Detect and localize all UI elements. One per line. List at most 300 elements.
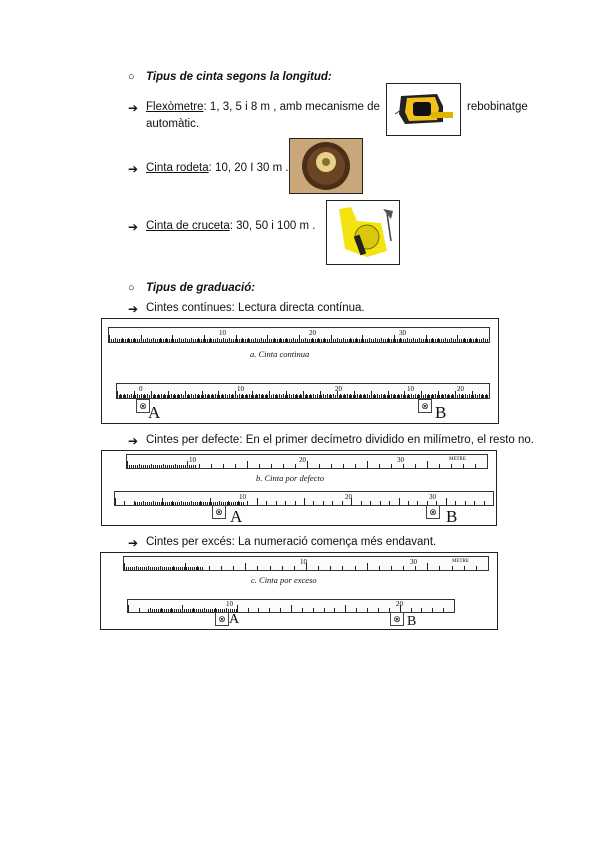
- tape-tick: [207, 502, 208, 505]
- tape-tick: [417, 395, 418, 398]
- tape-tick: [151, 395, 152, 398]
- tape-tick: [399, 339, 400, 342]
- tape-tick: [367, 339, 368, 342]
- cinta-rodeta-lengths: : 10, 20 I 30 m .: [208, 162, 289, 174]
- tape-tick: [189, 339, 190, 342]
- tape-tick: [437, 395, 438, 398]
- tape-tick: [154, 567, 155, 570]
- tape-tick: [137, 465, 138, 468]
- tape-tick: [189, 502, 190, 505]
- tape-tick: [130, 567, 131, 570]
- tape-tick: [323, 501, 324, 505]
- tape-tick: [139, 608, 140, 612]
- tape-tick: [165, 395, 166, 398]
- tape-tick: [195, 395, 196, 398]
- tape-tick: [145, 339, 146, 342]
- tape-tick: [447, 395, 448, 398]
- tape-number: 10: [407, 385, 414, 393]
- tape-tick: [143, 395, 144, 398]
- tape-tick: [280, 608, 281, 612]
- tape-tick: [431, 339, 432, 342]
- tape-tick: [163, 339, 164, 342]
- tape-tick: [309, 339, 310, 342]
- tape-tick: [399, 498, 400, 505]
- section2-heading: Tipus de graduació:: [146, 282, 256, 294]
- tape-tick: [165, 465, 166, 468]
- tape-tick: [317, 339, 318, 342]
- tape-tick: [267, 395, 268, 398]
- tape-tick: [334, 608, 335, 612]
- tape-tick: [339, 395, 340, 398]
- tape-tick: [235, 502, 236, 505]
- tape-tick: [249, 339, 250, 342]
- list-item-flexometre: [146, 101, 380, 113]
- tape-tick: [383, 339, 384, 342]
- tape-tick: [342, 501, 343, 505]
- tape-tick: [197, 395, 198, 398]
- tape-tick: [245, 563, 246, 570]
- tape-tick: [345, 339, 346, 342]
- tape-tick: [157, 465, 158, 468]
- tape-tick: [142, 567, 143, 570]
- tape-tick: [159, 395, 160, 398]
- tape-tick: [188, 567, 189, 570]
- tape-tick: [145, 395, 146, 398]
- tape-tick: [147, 339, 148, 342]
- tape-tick: [275, 339, 276, 342]
- section1-bullet: ○: [128, 71, 135, 83]
- tape-tick: [405, 339, 406, 342]
- tape-tick: [229, 395, 230, 398]
- tape-tick: [259, 395, 260, 398]
- tape-tick: [149, 502, 150, 505]
- tape-ticks: [115, 492, 493, 505]
- tape-tick: [451, 339, 452, 342]
- tape-tick: [241, 502, 242, 505]
- tape-tick: [343, 395, 344, 398]
- tape-tick: [157, 395, 158, 398]
- tape-tick: [395, 395, 396, 398]
- tape-tick: [125, 395, 126, 398]
- point-b-marker: ⊗: [418, 399, 432, 413]
- tape-tick: [289, 395, 290, 398]
- tape-tick: [134, 567, 135, 570]
- tape-tick: [255, 339, 256, 342]
- tape-tick: [295, 395, 296, 398]
- tape-tick: [397, 395, 398, 398]
- tape-tick: [172, 609, 173, 612]
- tape-tick: [196, 609, 197, 612]
- tape-tick: [371, 395, 372, 398]
- tape-tick: [353, 339, 354, 342]
- tape-number: 30: [429, 493, 436, 501]
- tape-tick: [321, 339, 322, 342]
- tape-tick: [169, 465, 170, 468]
- tape-tick: [199, 339, 200, 342]
- tape-tick: [357, 339, 358, 342]
- tape-tick: [307, 461, 308, 468]
- tape-tick: [293, 339, 294, 342]
- tape-tick: [287, 339, 288, 342]
- tape-tick: [276, 501, 277, 505]
- tape-ticks: [109, 328, 489, 342]
- tape-tick: [379, 464, 380, 468]
- tape-tick: [307, 339, 308, 342]
- tape-tick: [158, 609, 159, 612]
- tape-tick: [452, 566, 453, 570]
- tape-tick: [185, 465, 186, 468]
- tape-tick: [213, 339, 214, 342]
- figure-caption: c. Cinta por exceso: [251, 575, 317, 585]
- tape-tick: [183, 395, 184, 398]
- tape-tick: [407, 339, 408, 342]
- tape-tick: [445, 395, 446, 398]
- tape-tick: [339, 339, 340, 342]
- tape-tick: [121, 395, 122, 398]
- tape-tick: [255, 395, 256, 398]
- tape-tick: [131, 395, 132, 398]
- tape-tick: [168, 567, 169, 570]
- tape-tick: [166, 609, 167, 612]
- tape-tick: [381, 339, 382, 342]
- tape-tick: [471, 395, 472, 398]
- tape-tick: [347, 339, 348, 342]
- tape-tick: [271, 464, 272, 468]
- tape-tick: [291, 395, 292, 398]
- tape-tick: [457, 339, 458, 342]
- tape-tick: [365, 339, 366, 342]
- point-b-label: B: [446, 507, 458, 526]
- tape-tick: [151, 465, 152, 468]
- default-tape-figure: [101, 450, 497, 526]
- tape-tick: [277, 339, 278, 342]
- cross-frame-tape-photo: [326, 200, 400, 265]
- tape-tick: [429, 395, 430, 398]
- tape-tick: [453, 395, 454, 398]
- tape-tick: [227, 339, 228, 342]
- tape-tick: [449, 339, 450, 342]
- tape-tick: [239, 502, 240, 505]
- tape-measure-photo: [386, 83, 461, 136]
- metre-label: METRE: [452, 559, 469, 564]
- tape-tick: [461, 339, 462, 342]
- tape-tick: [313, 395, 314, 398]
- tape-tick: [231, 339, 232, 342]
- tape-tick: [261, 395, 262, 398]
- tape-tick: [387, 339, 388, 342]
- tape-tick: [175, 339, 176, 342]
- tape-tick: [282, 566, 283, 570]
- tape-number: 20: [396, 600, 403, 608]
- tape-tick: [177, 339, 178, 342]
- tape-tick: [115, 339, 116, 342]
- tape-tick: [359, 339, 360, 342]
- tape-tick: [405, 395, 406, 398]
- tape-tick: [209, 395, 210, 398]
- tape-tick: [397, 339, 398, 342]
- tape-tick: [353, 395, 354, 398]
- list-arrow: ➔: [128, 162, 139, 176]
- tape-number: 20: [335, 385, 342, 393]
- tape-tick: [147, 502, 148, 505]
- tape-tick: [227, 502, 228, 505]
- tape-tick: [199, 464, 200, 468]
- tape-tick: [191, 502, 192, 505]
- tape-tick: [217, 339, 218, 342]
- tape-tick: [461, 395, 462, 398]
- tape-tick: [432, 608, 433, 612]
- tape-tick: [294, 566, 295, 570]
- tape-tick: [169, 339, 170, 342]
- tape-tick: [123, 395, 124, 398]
- tape-tick: [126, 567, 127, 570]
- tape-tick: [195, 339, 196, 342]
- tape-tick: [324, 608, 325, 612]
- tape-tick: [119, 395, 120, 398]
- tape-ticks: [128, 600, 454, 612]
- tape-tick: [383, 395, 384, 398]
- tape-tick: [147, 465, 148, 468]
- tape-tick: [359, 395, 360, 398]
- tape-tick: [243, 395, 244, 398]
- flexometre-lengths: : 1, 3, 5 i 8 m , amb mecanisme de: [203, 101, 380, 113]
- tape-tick: [299, 339, 300, 342]
- tape-tick: [128, 567, 129, 570]
- tape-tick: [124, 567, 125, 570]
- tape-tick: [245, 395, 246, 398]
- tape-tick: [150, 567, 151, 570]
- tape-tick: [239, 339, 240, 342]
- tape-tick: [155, 339, 156, 342]
- tape-tick: [200, 609, 201, 612]
- tape-tick: [459, 395, 460, 398]
- tape-tick: [168, 609, 169, 612]
- tape-tick: [183, 502, 184, 505]
- tape-tick: [185, 339, 186, 342]
- tape-tick: [277, 395, 278, 398]
- tape-tick: [195, 465, 196, 468]
- tape-tick: [187, 465, 188, 468]
- tape-tick: [375, 339, 376, 342]
- tape-tick: [479, 395, 480, 398]
- tape-tick: [476, 566, 477, 570]
- tape-tick: [111, 339, 112, 342]
- tape-number: 20: [309, 329, 316, 337]
- tape-tick: [209, 339, 210, 342]
- tape-tick: [141, 395, 142, 398]
- tape-tick: [379, 395, 380, 398]
- tape-tick: [188, 609, 189, 612]
- tape-tick: [241, 395, 242, 398]
- tape-tick: [129, 395, 130, 398]
- tape-number: 30: [410, 558, 417, 566]
- tape-tick: [139, 339, 140, 342]
- tape-tick: [148, 609, 149, 612]
- tape-tick: [137, 395, 138, 398]
- tape-tick: [380, 501, 381, 505]
- tape-tick: [181, 339, 182, 342]
- point-a-label: A: [230, 507, 243, 526]
- point-a-label: A: [229, 612, 240, 627]
- tape-number: 30: [397, 456, 404, 464]
- tape-tick: [149, 339, 150, 342]
- tape-number: 10: [300, 558, 307, 566]
- tape-tick: [150, 609, 151, 612]
- tape-tick: [469, 339, 470, 342]
- tape-tick: [173, 465, 174, 468]
- cinta-cruceta-lengths: : 30, 50 i 100 m .: [229, 220, 316, 232]
- tape-number: 10: [219, 329, 226, 337]
- point-a-marker: ⊗: [212, 505, 226, 519]
- tape-tick: [158, 567, 159, 570]
- tape-tick: [351, 395, 352, 398]
- tape-tick: [205, 502, 206, 505]
- tape-tick: [211, 464, 212, 468]
- tape-tick: [155, 502, 156, 505]
- tape-tick: [174, 609, 175, 612]
- tape-tick: [285, 395, 286, 398]
- tape-tick: [485, 339, 486, 342]
- tape-strip-top: [108, 327, 490, 343]
- tape-tick: [345, 395, 346, 398]
- metre-label: METRE: [449, 457, 466, 462]
- tape-tick: [166, 567, 167, 570]
- tape-tick: [132, 567, 133, 570]
- tape-tick: [484, 501, 485, 505]
- tape-tick: [179, 395, 180, 398]
- tape-tick: [164, 609, 165, 612]
- tape-tick: [195, 502, 196, 505]
- term-cinta-cruceta: Cinta de cruceta: [146, 220, 230, 232]
- tape-tick: [433, 339, 434, 342]
- tape-tick: [439, 464, 440, 468]
- tape-tick: [313, 608, 314, 612]
- tape-tick: [283, 464, 284, 468]
- tape-tick: [356, 608, 357, 612]
- tape-tick: [355, 395, 356, 398]
- tape-tick: [341, 339, 342, 342]
- tape-tick: [171, 395, 172, 398]
- tape-tick: [137, 502, 138, 505]
- tape-tick: [389, 339, 390, 342]
- tape-tick: [221, 339, 222, 342]
- tape-tick: [427, 563, 428, 570]
- tape-tick: [221, 395, 222, 398]
- tape-tick: [227, 395, 228, 398]
- section2-bullet: ○: [128, 282, 135, 294]
- tape-strip-top: [123, 556, 489, 571]
- tape-tick: [141, 465, 142, 468]
- tape-tick: [151, 339, 152, 342]
- tape-tick: [301, 339, 302, 342]
- tape-tick: [159, 465, 160, 468]
- tape-tick: [465, 339, 466, 342]
- tape-tick: [202, 609, 203, 612]
- tape-tick: [335, 395, 336, 398]
- tape-tick: [215, 339, 216, 342]
- tape-tick: [481, 395, 482, 398]
- tape-tick: [325, 339, 326, 342]
- tape-tick: [385, 395, 386, 398]
- tape-tick: [375, 395, 376, 398]
- tape-tick: [419, 395, 420, 398]
- tape-tick: [153, 502, 154, 505]
- tape-tick: [427, 339, 428, 342]
- tape-tick: [176, 567, 177, 570]
- tape-tick: [331, 395, 332, 398]
- tape-tick: [210, 609, 211, 612]
- tape-tick: [283, 339, 284, 342]
- tape-tick: [367, 461, 368, 468]
- tape-tick: [315, 395, 316, 398]
- tape-tick: [429, 339, 430, 342]
- tape-tick: [117, 395, 118, 398]
- tape-tick: [115, 498, 116, 505]
- tape-tick: [305, 339, 306, 342]
- tape-tick: [144, 567, 145, 570]
- tape-tick: [175, 465, 176, 468]
- tape-tick: [161, 395, 162, 398]
- tape-tick: [385, 339, 386, 342]
- tape-tick: [415, 566, 416, 570]
- figure-caption: a. Cinta continua: [250, 349, 310, 359]
- tape-tick: [141, 502, 142, 505]
- tape-tick: [152, 609, 153, 612]
- tape-tick: [201, 339, 202, 342]
- tape-tick: [225, 339, 226, 342]
- tape-tick: [467, 339, 468, 342]
- tape-tick: [194, 567, 195, 570]
- tape-tick: [367, 608, 368, 612]
- tape-tick: [415, 339, 416, 342]
- tape-number: 20: [457, 385, 464, 393]
- tape-tick: [391, 339, 392, 342]
- tape-tick: [189, 395, 190, 398]
- tape-tick: [184, 609, 185, 612]
- tape-tick: [479, 339, 480, 342]
- tape-tick: [439, 339, 440, 342]
- tape-tick: [363, 339, 364, 342]
- tape-tick: [475, 464, 476, 468]
- tape-tick: [229, 502, 230, 505]
- tape-tick: [271, 395, 272, 398]
- tape-tick: [247, 461, 248, 468]
- tape-tick: [305, 395, 306, 398]
- tape-tick: [197, 502, 198, 505]
- tape-tick: [446, 498, 447, 505]
- tape-tick: [128, 605, 129, 612]
- tape-tick: [415, 395, 416, 398]
- tape-tick: [319, 339, 320, 342]
- tape-tick: [143, 339, 144, 342]
- tape-strip-top: [126, 454, 488, 469]
- tape-tick: [186, 609, 187, 612]
- tape-tick: [281, 395, 282, 398]
- tape-tick: [373, 339, 374, 342]
- tape-tick: [180, 567, 181, 570]
- tape-tick: [411, 339, 412, 342]
- tape-tick: [453, 339, 454, 342]
- tape-tick: [175, 502, 176, 505]
- tape-tick: [199, 395, 200, 398]
- tape-tick: [421, 608, 422, 612]
- tape-tick: [403, 395, 404, 398]
- tape-tick: [235, 339, 236, 342]
- tape-tick: [237, 395, 238, 398]
- tape-tick: [427, 461, 428, 468]
- tape-tick: [177, 465, 178, 468]
- tape-tick: [141, 339, 142, 342]
